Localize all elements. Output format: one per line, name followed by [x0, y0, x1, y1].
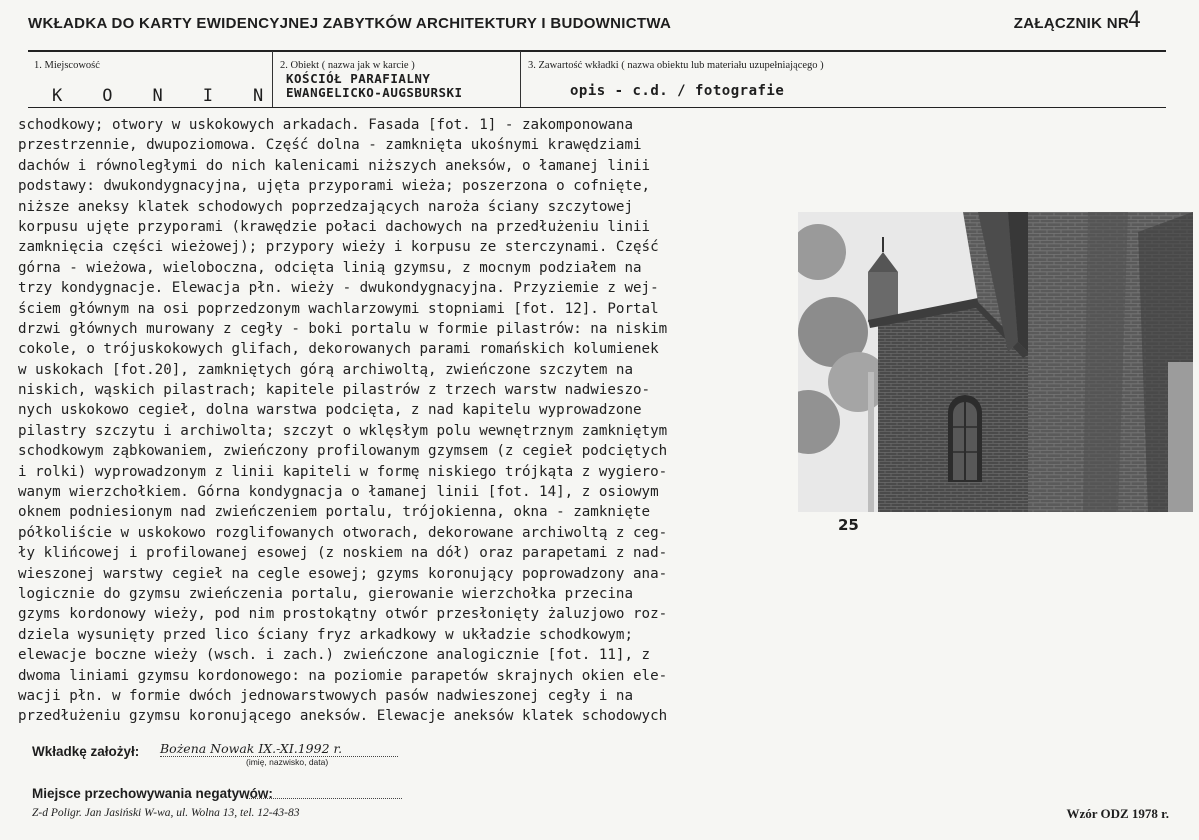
author-value: Bożena Nowak IX.-XI.1992 r.	[160, 741, 398, 757]
description-line: pilastry szczytu i archiwolta; szczyt o wklęsłym polu wewnętrznym zamkniętym	[18, 422, 668, 439]
annex-number: 4	[1127, 8, 1141, 33]
description-line: dachów i równoległymi do nich kalenicami niższych aneksów, o łamanej linii	[18, 157, 651, 174]
field-divider-2	[520, 51, 521, 107]
field-content-value: opis - c.d. / fotografie	[570, 83, 785, 99]
storage-label: Miejsce przechowywania negatywów:	[32, 786, 273, 801]
description-line: trzy kondygnacje. Elewacja płn. wieży - dwukondygnacyjna. Przyziemie z wej-	[18, 280, 659, 297]
description-line: wacji płn. w formie dwóch jednowarstwowych pasów nadwieszonej cegły i na	[18, 687, 633, 704]
description-line: schodkowym ząbkowaniem, zwieńczony profilowanym gzymsem (z cegieł podciętych	[18, 443, 668, 460]
header-rule-bottom	[28, 107, 1166, 108]
description-line: oknem podniesionym nad zwieńczeniem portalu, trójokienna, okna - zamknięte	[18, 504, 651, 521]
description-line: zamknięcia części wieżowej); przypory wieży i korpusu ze sterczynami. Część	[18, 239, 659, 256]
description-line: półkoliście w uskokowo rozglifowanych otworach, dekorowane archiwoltą z ceg-	[18, 524, 668, 541]
description-line: wieszonej warstwy cegieł na cegle esowej; gzyms koronujący poprowadzony ana-	[18, 565, 668, 582]
description-line: ściem głównym na osi poprzedzonym wachlarzowymi stopniami [fot. 12]. Portal	[18, 300, 659, 317]
field-object-line-2: EWANGELICKO-AUGSBURSKI	[286, 85, 463, 100]
description-line: gzyms kordonowy wieży, pod nim prostokątny otwór przesłonięty żaluzjowo roz-	[18, 606, 668, 623]
description-line: cokole, o trójuskokowych glifach, dekorowanych parami romańskich kolumienek	[18, 341, 659, 358]
field-object-line-1: KOŚCIÓŁ PARAFIALNY	[286, 71, 431, 86]
description-line: elewacje boczne wieży (wsch. i zach.) zwieńczone analogicznie [fot. 11], z	[18, 647, 651, 664]
description-line: ły klińcowej i profilowanej esowej (z noskiem na dół) oraz parapetami z nad-	[18, 545, 668, 562]
photo-number: 25	[838, 516, 859, 534]
description-line: logicznie do gzymsu zwieńczenia portalu, gierowanie wierzchołka przecina	[18, 585, 633, 602]
description-line: górna - wieżowa, wieloboczna, odcięta linią gzymsu, z mocnym podziałem na	[18, 259, 642, 276]
author-caption: (imię, nazwisko, data)	[246, 757, 329, 767]
description-line: dwoma liniami gzymsu kordonowego: na poziomie parapetów skrajnych okien ele-	[18, 667, 668, 684]
author-label: Wkładkę założył:	[32, 744, 140, 759]
description-line: przedłużeniu gzymsu koronującego aneksów. Elewacje aneksów klatek schodowych	[18, 708, 668, 725]
description-text	[18, 115, 667, 727]
description-line: wanym wierzchołkiem. Górna kondygnacja o łamanej linii [fot. 14], z osiowym	[18, 484, 659, 501]
description-line: podstawy: dwukondygnacyjna, ujęta przyporami wieża; poszerzona o cofnięte,	[18, 178, 651, 195]
header-rule-top	[28, 50, 1166, 52]
description-line: niższe aneksy klatek schodowych poprzedzających naroża ściany szczytowej	[18, 198, 633, 215]
description-line: niskich, wąskich pilastrach; kapitele pilastrów z trzech warstw nadwieszo-	[18, 382, 651, 399]
annex-label: ZAŁĄCZNIK NR	[1013, 15, 1129, 32]
field-object-label: 2. Obiekt ( nazwa jak w karcie )	[280, 60, 415, 71]
field-content-label: 3. Zawartość wkładki ( nazwa obiektu lub materiału uzupełniającego )	[528, 60, 824, 71]
description-line: przestrzennie, dwupoziomowa. Część dolna - zamknięta ukośnymi krawędziami	[18, 137, 642, 154]
field-locality-value: KONIN	[52, 86, 304, 106]
description-line: nych uskokowo cegieł, dolna warstwa podcięta, z nad kapitelu wyprowadzone	[18, 402, 642, 419]
church-photo-drawing	[798, 212, 1193, 512]
field-object-value	[286, 72, 463, 100]
description-line: dziela wysunięty przed lico ściany fryz arkadkowy w układzie schodkowym;	[18, 626, 633, 643]
description-line: schodkowy; otwory w uskokowych arkadach. Fasada [fot. 1] - zakomponowana	[18, 117, 633, 133]
description-line: i rolki) wyprowadzonym z linii kapiteli w formę niskiego trójkąta z wygiero-	[18, 463, 668, 480]
printer-info: Z-d Poligr. Jan Jasiński W-wa, ul. Wolna 13, tel. 12-43-83	[32, 807, 300, 819]
description-line: korpusu ujęte przyporami (krawędzie połaci dachowych na przedłużeniu linii	[18, 218, 651, 235]
form-code: Wzór ODZ 1978 r.	[1066, 806, 1169, 821]
description-line: drzwi głównych murowany z cegły - boki portalu w formie pilastrów: na niskim	[18, 320, 668, 337]
description-line: w uskokach [fot.20], zamkniętych górą archiwoltą, zwieńczone szczytem na	[18, 361, 633, 378]
field-locality-label: 1. Miejscowość	[34, 60, 100, 71]
church-photo	[798, 212, 1193, 512]
form-title: WKŁADKA DO KARTY EWIDENCYJNEJ ZABYTKÓW ARCHITEKTURY I BUDOWNICTWA	[28, 15, 672, 32]
storage-value-line	[246, 798, 402, 799]
